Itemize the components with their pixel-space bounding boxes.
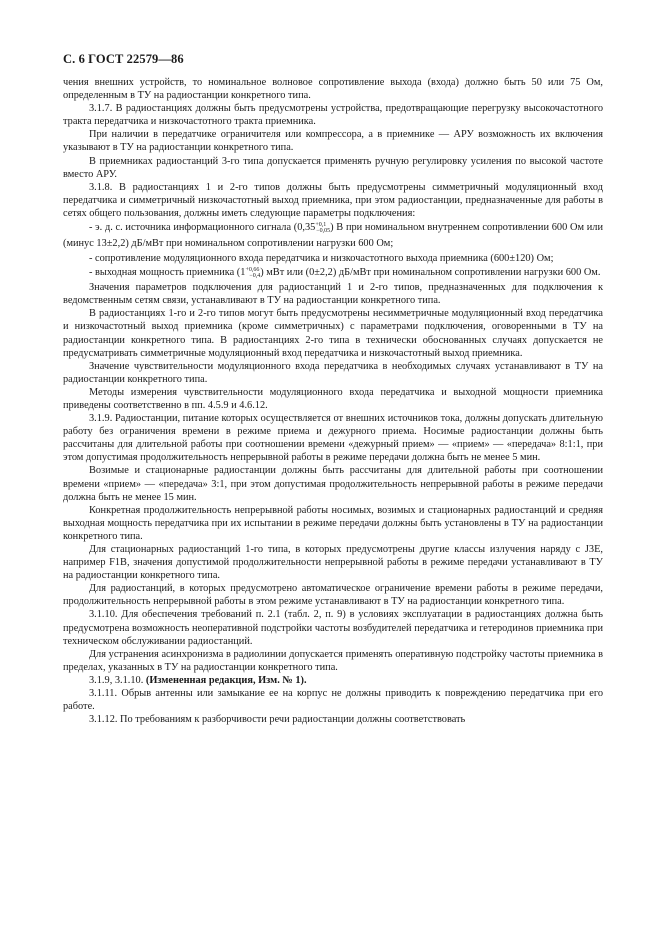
paragraph: 3.1.9. Радиостанции, питание которых осуществляется от внешних источников тока, должны допускать длительную работу без ограничения времени в режиме приема и дежурного приема. Носимые радиостанции должны быть рассчитаны для длительной работы при соотношении времени «дежурный прием» — «прием» — «передача» 8:1:1, при этом допустимая продолжительность непрерывной работы в режиме передачи должна быть не менее 5 мин. bbox=[63, 413, 603, 464]
paragraph-output-power bbox=[63, 265, 603, 281]
paragraph: 3.1.10. Для обеспечения требований п. 2.1 (табл. 2, п. 9) в условиях эксплуатации в радиостанциях должна быть предусмотрена возможность неоперативной подстройки частоты возбудителей передатчика и гетеродинов приемника при техническом обслуживании радиостанций. bbox=[63, 609, 603, 647]
superscript-tolerance: +0,66 bbox=[245, 267, 260, 274]
text-run: 3.1.9, 3.1.10. bbox=[89, 674, 146, 686]
paragraph: Возимые и стационарные радиостанции должны быть рассчитаны для длительной работы при соотношении времени «прием» — «передача» 3:1, при этом допустимая продолжительность непрерывной работы в режиме передачи должна быть не менее 15 мин. bbox=[63, 465, 603, 503]
subscript-tolerance: −0,4 bbox=[249, 273, 261, 280]
paragraph: 3.1.11. Обрыв антенны или замыкание ее на корпус не должны приводить к повреждению передатчика при его работе. bbox=[63, 688, 603, 713]
paragraph: Значения параметров подключения для радиостанций 1 и 2-го типов, предназначенных для подключения к ведомственным сетям связи, устанавливают в ТУ на радиостанции конкретного типа. bbox=[63, 282, 603, 307]
superscript-tolerance: +0,1 bbox=[315, 222, 327, 229]
paragraph: Конкретная продолжительность непрерывной работы носимых, возимых и стационарных радиостанций и средняя выходная мощность передатчика при их испытании в режиме передачи должны быть установлены в ТУ на радиостанции конкретного типа. bbox=[63, 504, 603, 542]
text-run: ) мВт или (0±2,2) дБ/мВт при номинальном сопротивлении нагрузки 600 Ом. bbox=[260, 267, 601, 279]
amendment-note: (Измененная редакция, Изм. № 1). bbox=[145, 674, 307, 686]
paragraph: 3.1.12. По требованиям к разборчивости речи радиостанции должны соответствовать bbox=[89, 714, 466, 726]
paragraph: При наличии в передатчике ограничителя или компрессора, а в приемнике — АРУ возможность их включения указывают в ТУ на радиостанции конкретного типа. bbox=[63, 129, 603, 154]
paragraph: Для радиостанций, в которых предусмотрено автоматическое ограничение времени работы в режиме передачи, продолжительность непрерывной работы в этом режиме устанавливают в ТУ на радиостанции конкретного типа. bbox=[63, 583, 603, 608]
text-run: - э. д. с. источника информационного сигнала (0,35 bbox=[89, 222, 316, 234]
page-header: С. 6 ГОСТ 22579—86 bbox=[63, 52, 184, 66]
paragraph: чения внешних устройств, то номинальное волновое сопротивление выхода (входа) должно быть 50 или 75 Ом, определенным в ТУ на радиостанции конкретного типа. bbox=[63, 77, 603, 102]
paragraph: Методы измерения чувствительности модуляционного входа передатчика и выходной мощности приемника приведены соответственно в пп. 4.5.9 и 4.6.12. bbox=[63, 386, 603, 411]
text-run: - выходная мощность приемника (1 bbox=[89, 267, 246, 279]
paragraph: - сопротивление модуляционного входа передатчика и низкочастотного выхода приемника (600±120) Ом; bbox=[89, 253, 554, 265]
paragraph-amendment bbox=[63, 674, 603, 687]
paragraph: 3.1.7. В радиостанциях должны быть предусмотрены устройства, предотвращающие перегрузку высокочастотного тракта передатчика и низкочастотного тракта приемника. bbox=[63, 103, 603, 128]
document-body bbox=[63, 76, 603, 726]
paragraph: В приемниках радиостанций 3-го типа допускается применять ручную регулировку усиления по высокой частоте вместо АРУ. bbox=[63, 155, 603, 180]
paragraph: Для стационарных радиостанций 1-го типа, в которых предусмотрены другие классы излучения наряду с J3E, например F1B, значения допустимой продолжительности непрерывной работы в режиме передачи устанавливают в ТУ на радиостанции конкретного типа. bbox=[63, 544, 603, 582]
subscript-tolerance: −0,05 bbox=[316, 228, 331, 235]
text-run: ) В при номинальном внутреннем сопротивлении 600 Ом или (минус 13±2,2) дБ/мВт при номинальном сопротивлении нагрузки 600 Ом; bbox=[63, 222, 603, 250]
paragraph: Значение чувствительности модуляционного входа передатчика в необходимых случаях устанавливают в ТУ на радиостанции конкретного типа. bbox=[63, 360, 603, 385]
paragraph: Для устранения асинхронизма в радиолинии допускается применять оперативную подстройку частоты приемника в пределах, указанных в ТУ на радиостанции конкретного типа. bbox=[63, 648, 603, 673]
paragraph-emf bbox=[63, 220, 603, 252]
paragraph: 3.1.8. В радиостанциях 1 и 2-го типов должны быть предусмотрены симметричный модуляционный вход передатчика и симметричный низкочастотный выход приемника, при этом радиостанции, предназначенные для работы в сетях общего пользования, должны иметь следующие параметры подключения: bbox=[63, 181, 603, 219]
paragraph: В радиостанциях 1-го и 2-го типов могут быть предусмотрены несимметричные модуляционный вход передатчика и низкочастотный выход приемника (кроме симметричных) с параметрами подключения, оговоренными в ТУ на радиостанции конкретного типа. В радиостанциях 2-го типа в технически обоснованных случаях допускается не предусматривать симметричные модуляционный вход передатчика и низкочастотный выход приемника. bbox=[63, 308, 603, 359]
